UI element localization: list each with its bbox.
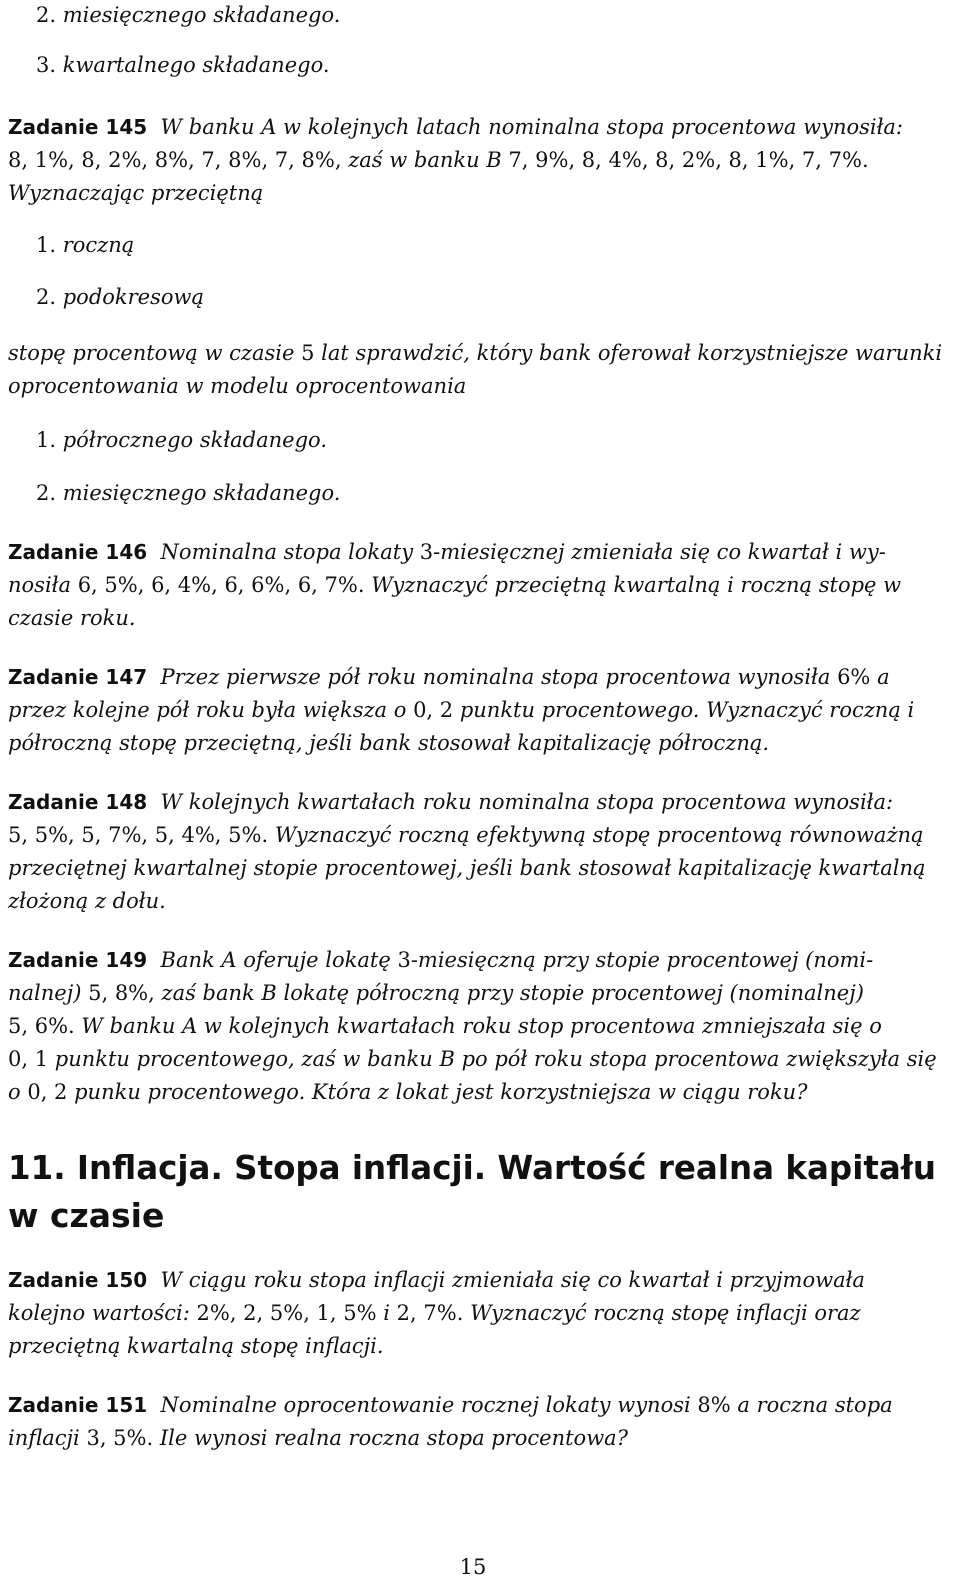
list-item: 2. podokresową	[36, 285, 205, 309]
exercise-148-label: Zadanie 148	[8, 790, 148, 814]
exercise-149-label: Zadanie 149	[8, 948, 148, 972]
list-item: 1. roczną	[36, 233, 135, 257]
exercise-148-line-3: przeciętnej kwartalnej stopie procentowej, jeśli bank stosował kapitalizację kwartalną	[8, 856, 926, 880]
exercise-149-line-5: o 0, 2 punku procentowego. Która z lokat jest korzystniejsza w ciągu roku?	[8, 1080, 808, 1104]
exercise-145-label: Zadanie 145	[8, 115, 148, 139]
exercise-149-line-1: Zadanie 149 Bank A oferuje lokatę 3-miesięczną przy stopie procentowej (nomi-	[8, 948, 874, 972]
exercise-145-line-1: Zadanie 145 W banku A w kolejnych latach nominalna stopa procentowa wynosiła:	[8, 115, 904, 139]
exercise-150-label: Zadanie 150	[8, 1268, 148, 1292]
section-heading-line-1: 11. Inflacja. Stopa inflacji. Wartość realna kapitału	[8, 1149, 936, 1187]
exercise-145-line-3: Wyznaczając przeciętną	[8, 181, 264, 205]
exercise-145-line-2: 8, 1%, 8, 2%, 8%, 7, 8%, 7, 8%, zaś w banku B 7, 9%, 8, 4%, 8, 2%, 8, 1%, 7, 7%.	[8, 148, 869, 172]
exercise-146-label: Zadanie 146	[8, 540, 148, 564]
exercise-147-line-1: Zadanie 147 Przez pierwsze pół roku nominalna stopa procentowa wynosiła 6% a	[8, 665, 890, 689]
exercise-151-line-2: inflacji 3, 5%. Ile wynosi realna roczna stopa procentowa?	[8, 1426, 628, 1450]
list-item: 3. kwartalnego składanego.	[36, 53, 330, 77]
exercise-151-line-1: Zadanie 151 Nominalne oprocentowanie rocznej lokaty wynosi 8% a roczna stopa	[8, 1393, 893, 1417]
exercise-146-line-2: nosiła 6, 5%, 6, 4%, 6, 6%, 6, 7%. Wyznaczyć przeciętną kwartalną i roczną stopę w	[8, 573, 902, 597]
exercise-145-line-5: oprocentowania w modelu oprocentowania	[8, 374, 467, 398]
exercise-146-line-3: czasie roku.	[8, 606, 136, 630]
exercise-148-line-4: złożoną z dołu.	[8, 889, 166, 913]
exercise-149-line-3: 5, 6%. W banku A w kolejnych kwartałach roku stop procentowa zmniejszała się o	[8, 1014, 882, 1038]
exercise-147-label: Zadanie 147	[8, 665, 148, 689]
exercise-146-line-1: Zadanie 146 Nominalna stopa lokaty 3-miesięcznej zmieniała się co kwartał i wy-	[8, 540, 886, 564]
exercise-151-label: Zadanie 151	[8, 1393, 148, 1417]
exercise-147-line-3: półroczną stopę przeciętną, jeśli bank stosował kapitalizację półroczną.	[8, 731, 770, 755]
exercise-145-line-4: stopę procentową w czasie 5 lat sprawdzić, który bank oferował korzystniejsze warunki	[8, 341, 943, 365]
exercise-150-line-3: przeciętną kwartalną stopę inflacji.	[8, 1334, 384, 1358]
exercise-149-line-2: nalnej) 5, 8%, zaś bank B lokatę półroczną przy stopie procentowej (nominalnej)	[8, 981, 864, 1005]
exercise-148-line-1: Zadanie 148 W kolejnych kwartałach roku nominalna stopa procentowa wynosiła:	[8, 790, 894, 814]
exercise-147-line-2: przez kolejne pół roku była większa o 0, 2 punktu procentowego. Wyznaczyć roczną i	[8, 698, 915, 722]
list-item: 1. półrocznego składanego.	[36, 428, 327, 452]
exercise-149-line-4: 0, 1 punktu procentowego, zaś w banku B po pół roku stopa procentowa zwiększyła się	[8, 1047, 937, 1071]
page-number: 15	[459, 1555, 487, 1579]
list-item: 2. miesięcznego składanego.	[36, 3, 341, 27]
exercise-150-line-1: Zadanie 150 W ciągu roku stopa inflacji zmieniała się co kwartał i przyjmowała	[8, 1268, 865, 1292]
section-heading-line-2: w czasie	[8, 1196, 165, 1235]
exercise-148-line-2: 5, 5%, 5, 7%, 5, 4%, 5%. Wyznaczyć roczną efektywną stopę procentową równoważną	[8, 823, 924, 847]
exercise-150-line-2: kolejno wartości: 2%, 2, 5%, 1, 5% i 2, 7%. Wyznaczyć roczną stopę inflacji oraz	[8, 1301, 861, 1325]
list-item: 2. miesięcznego składanego.	[36, 481, 341, 505]
